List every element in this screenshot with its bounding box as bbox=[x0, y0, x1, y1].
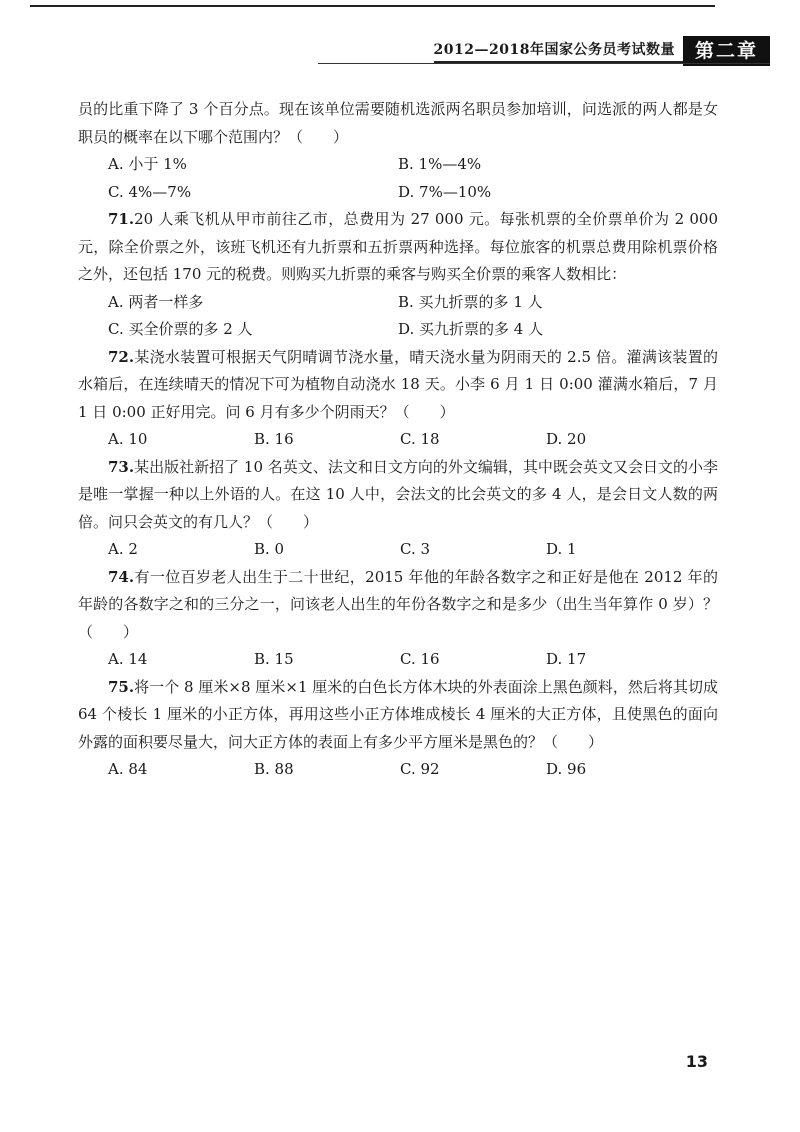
question-text: 员的比重下降了 3 个百分点。现在该单位需要随机选派两名职员参加培训，问选派的两人都是女职员的概率在以下哪个范围内？（ ） bbox=[78, 100, 718, 146]
question-75 bbox=[78, 674, 718, 784]
option-a: A. 10 bbox=[108, 430, 148, 448]
option-b: B. 88 bbox=[254, 760, 294, 778]
option-a: A. 小于 1% bbox=[108, 155, 187, 173]
option-c: C. 92 bbox=[400, 760, 440, 778]
option-d: D. 买九折票的多 4 人 bbox=[398, 320, 544, 338]
option-d: D. 7%—10% bbox=[398, 182, 492, 201]
question-number: 75. bbox=[108, 677, 135, 696]
option-b: B. 0 bbox=[254, 540, 285, 558]
book-title: 2012—2018年国家公务员考试数量 bbox=[434, 39, 683, 63]
question-text: 72.某浇水装置可根据天气阴晴调节浇水量，晴天浇水量为阴雨天的 2.5 倍。灌满该装置的水箱后，在连续晴天的情况下可为植物自动浇水 18 天。小李 6 月 1 日 0:00 灌满水箱后，7 月 1 日 0:00 正好用完。问 6 月有多少个阴雨天？（ ） bbox=[78, 347, 718, 421]
question-number: 72. bbox=[108, 347, 135, 366]
question-text: 74.有一位百岁老人出生于二十世纪，2015 年他的年龄各数字之和正好是他在 2012 年的年龄的各数字之和的三分之一，问该老人出生的年份各数字之和是多少（出生当年算作 0 岁）？（ ） bbox=[78, 567, 718, 641]
option-c: C. 18 bbox=[400, 430, 440, 448]
page-content bbox=[78, 96, 718, 784]
option-a: A. 84 bbox=[108, 760, 148, 778]
option-c: C. 4%—7% bbox=[108, 182, 192, 201]
page-header bbox=[434, 36, 770, 66]
options bbox=[78, 536, 718, 564]
page-number: 13 bbox=[685, 1052, 708, 1071]
option-a: A. 2 bbox=[108, 540, 138, 558]
option-d: D. 96 bbox=[546, 760, 587, 778]
question-73 bbox=[78, 454, 718, 564]
question-number: 71. bbox=[108, 210, 135, 228]
option-d: D. 20 bbox=[546, 430, 587, 448]
question-72 bbox=[78, 344, 718, 454]
question-text: 75.将一个 8 厘米×8 厘米×1 厘米的白色长方体木块的外表面涂上黑色颜料，然后将其切成 64 个棱长 1 厘米的小正方体，再用这些小正方体堆成棱长 4 厘米的大正方体，且使黑色的面向外露的面积要尽量大，问大正方体的表面上有多少平方厘米是黑色的？（ ） bbox=[78, 677, 718, 751]
question-text: 73.某出版社新招了 10 名英文、法文和日文方向的外文编辑，其中既会英文又会日文的小李是唯一掌握一种以上外语的人。在这 10 人中，会法文的比会英文的多 4 人，是会日文人数的两倍。问只会英文的有几人？（ ） bbox=[78, 457, 718, 531]
option-b: B. 16 bbox=[254, 430, 294, 448]
option-c: C. 16 bbox=[400, 650, 440, 668]
chapter-tab: 第二章 bbox=[683, 36, 770, 66]
question-71 bbox=[78, 206, 718, 344]
question-74 bbox=[78, 564, 718, 674]
options bbox=[78, 426, 718, 454]
header-rule bbox=[318, 63, 770, 64]
options bbox=[78, 289, 718, 344]
option-c: C. 买全价票的多 2 人 bbox=[108, 320, 253, 338]
options bbox=[78, 646, 718, 674]
question-text: 71.20 人乘飞机从甲市前往乙市，总费用为 27 000 元。每张机票的全价票单价为 2 000 元，除全价票之外，该班飞机还有九折票和五折票两种选择。每位旅客的机票总费用除机票价格之外，还包括 170 元的税费。则购买九折票的乘客与购买全价票的乘客人数相比： bbox=[78, 210, 718, 283]
option-b: B. 15 bbox=[254, 650, 294, 668]
option-d: D. 17 bbox=[546, 650, 587, 668]
question-number: 73. bbox=[108, 457, 135, 476]
question-number: 74. bbox=[108, 567, 135, 586]
option-b: B. 1%—4% bbox=[398, 155, 482, 173]
option-a: A. 两者一样多 bbox=[108, 292, 204, 311]
options bbox=[78, 756, 718, 784]
option-a: A. 14 bbox=[108, 650, 148, 668]
question-continuation bbox=[78, 96, 718, 206]
option-b: B. 买九折票的多 1 人 bbox=[398, 292, 543, 311]
option-c: C. 3 bbox=[400, 540, 431, 558]
options bbox=[78, 151, 718, 206]
option-d: D. 1 bbox=[546, 540, 577, 558]
top-rule bbox=[30, 0, 715, 7]
